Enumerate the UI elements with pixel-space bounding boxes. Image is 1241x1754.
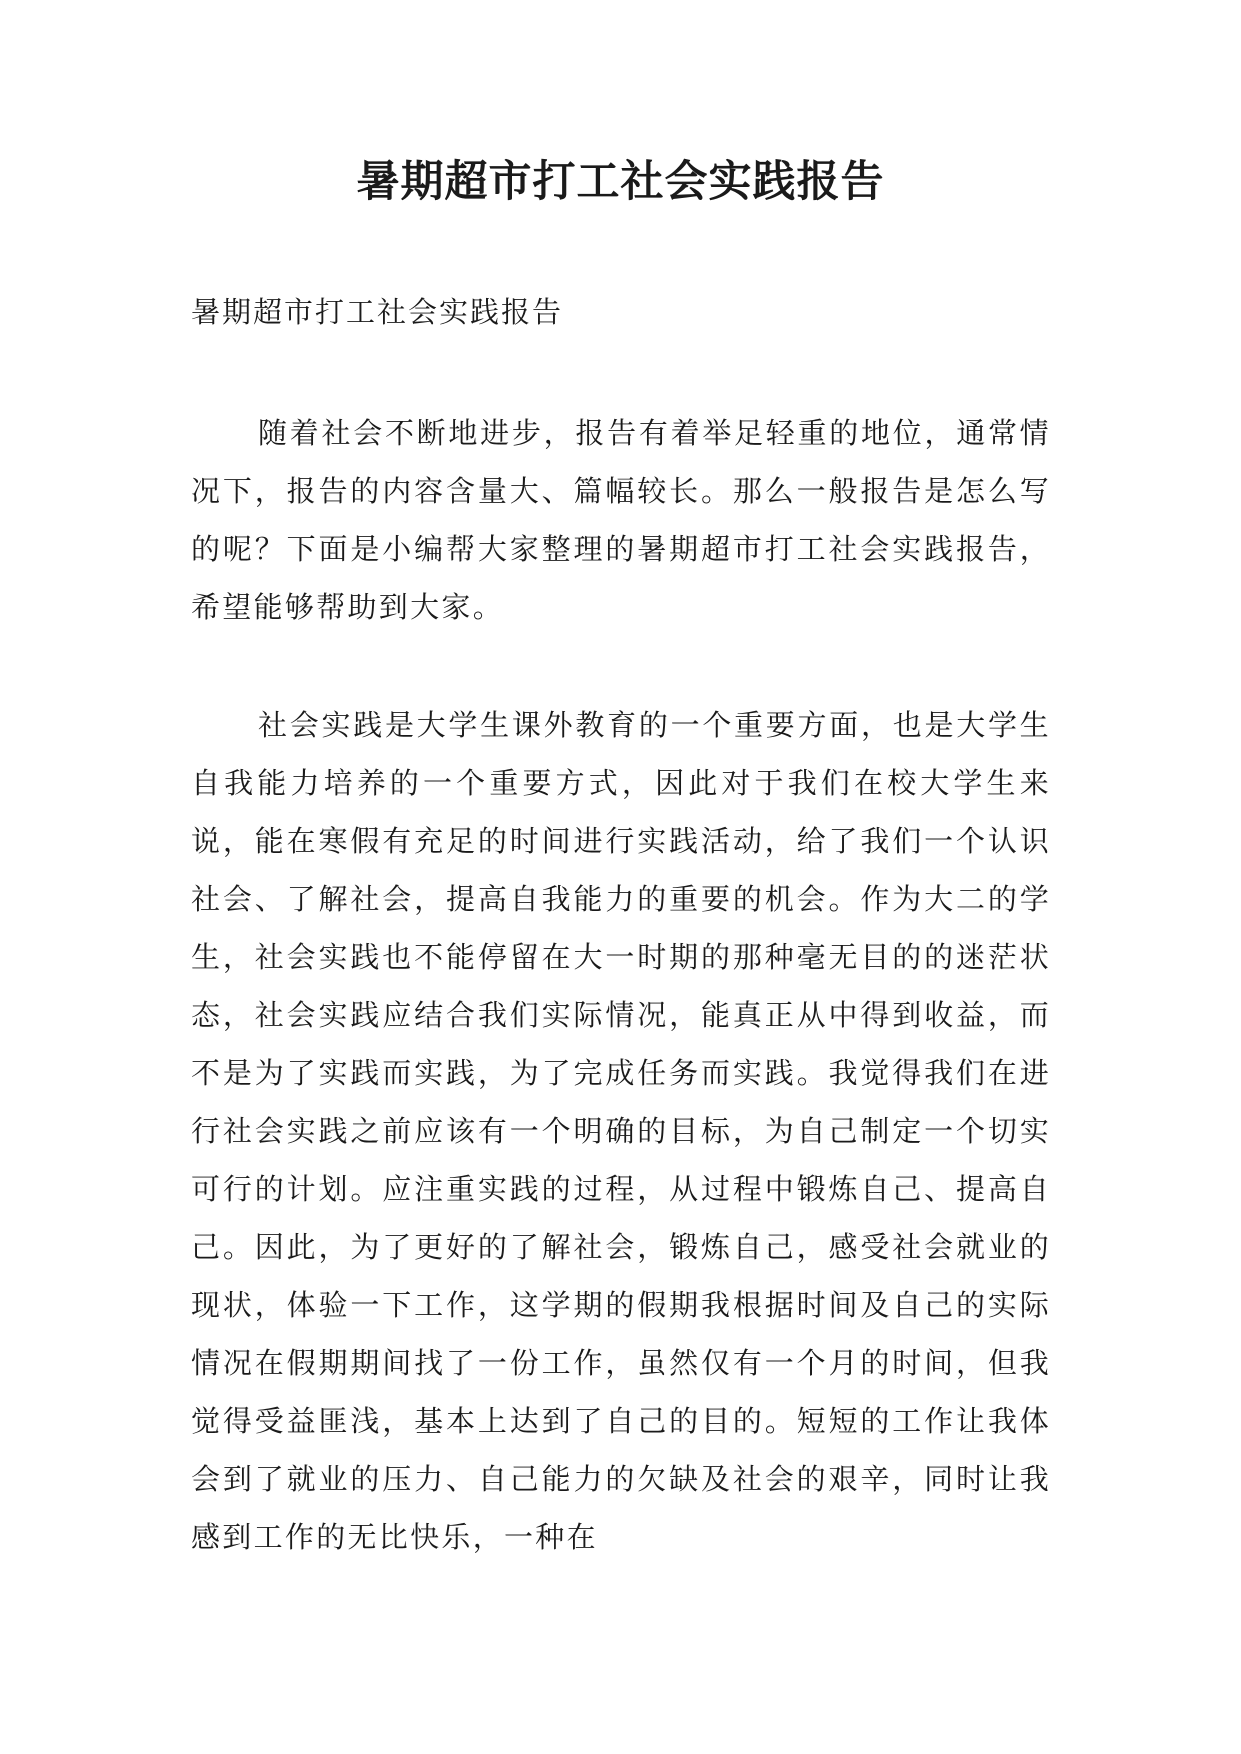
body-paragraph: 社会实践是大学生课外教育的一个重要方面，也是大学生自我能力培养的一个重要方式，因此对于我们在校大学生来说，能在寒假有充足的时间进行实践活动，给了我们一个认识社会、了解社会，提高自我能力的重要的机会。作为大二的学生，社会实践也不能停留在大一时期的那种毫无目的的迷茫状态，社会实践应结合我们实际情况，能真正从中得到收益，而不是为了实践而实践，为了完成任务而实践。我觉得我们在进行社会实践之前应该有一个明确的目标，为自己制定一个切实可行的计划。应注重实践的过程，从过程中锻炼自己、提高自己。因此，为了更好的了解社会，锻炼自己，感受社会就业的现状，体验一下工作，这学期的假期我根据时间及自己的实际情况在假期期间找了一份工作，虽然仅有一个月的时间，但我觉得受益匪浅，基本上达到了自己的目的。短短的工作让我体会到了就业的压力、自己能力的欠缺及社会的艰辛，同时让我感到工作的无比快乐，一种在 xyxy=(191,708,1051,1554)
intro-paragraph: 随着社会不断地进步，报告有着举足轻重的地位，通常情况下，报告的内容含量大、篇幅较长。那么一般报告是怎么写的呢？下面是小编帮大家整理的暑期超市打工社会实践报告，希望能够帮助到大家。 xyxy=(191,416,1051,624)
document-title: 暑期超市打工社会实践报告 xyxy=(356,157,885,207)
document-subtitle: 暑期超市打工社会实践报告 xyxy=(191,295,564,329)
